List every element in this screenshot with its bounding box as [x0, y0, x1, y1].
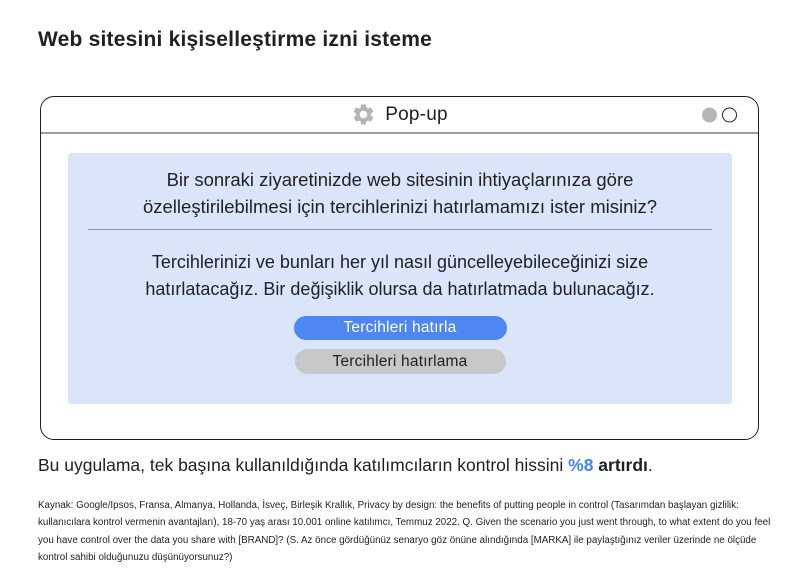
- popup-window: [40, 96, 759, 440]
- consent-description: Tercihlerinizi ve bunları her yıl nasıl güncelleyebileceğinizi size hatırlatacağız. Bir değişiklik olursa da hatırlatmada bulunacağız.: [145, 252, 655, 299]
- remember-preferences-button[interactable]: Tercihleri hatırla: [294, 316, 507, 340]
- filled-circle-icon[interactable]: [702, 107, 717, 122]
- page-title: Web sitesini kişiselleştirme izni isteme: [38, 28, 432, 51]
- result-statement-period: .: [647, 455, 653, 475]
- panel-divider: [88, 229, 712, 230]
- popup-window-title: Pop-up: [385, 103, 448, 125]
- popup-titlebar: [41, 97, 758, 134]
- result-percentage: %8: [568, 455, 594, 475]
- gear-icon: [351, 102, 376, 127]
- result-statement-bold: artırdı: [593, 455, 648, 475]
- consent-panel: [68, 153, 732, 404]
- outline-circle-icon[interactable]: [722, 107, 737, 122]
- result-statement: [38, 455, 653, 476]
- consent-question: Bir sonraki ziyaretinizde web sitesinin ihtiyaçlarınıza göre özelleştirilebilmesi için tercihlerinizi hatırlamamızı ister misiniz?: [142, 169, 658, 217]
- result-statement-prefix: Bu uygulama, tek başına kullanıldığında katılımcıların kontrol hissini: [38, 455, 569, 475]
- window-controls: [702, 107, 737, 122]
- dont-remember-preferences-button[interactable]: Tercihleri hatırlama: [295, 349, 506, 374]
- source-footnote: Kaynak: Google/Ipsos, Fransa, Almanya, Hollanda, İsveç, Birleşik Krallık, Privacy by design: the benefits of putting people in control (Tasarımdan başlayan gizlilik: kullanıcılara kontrol vermenin avantajları), 18-70 yaş arası 10.001 online katılımcı, Temmuz 2022. Q. Given the scenario you just went through, to what extent do you feel you have control over the data you share with [BRAND]? (S. Az önce gördüğünüz senaryo göz önüne alındığında [MARKA] ile paylaştığınız veriler üzerinde ne ölçüde kontrol sahibi olduğunuzu düşünüyorsunuz?): [38, 500, 771, 564]
